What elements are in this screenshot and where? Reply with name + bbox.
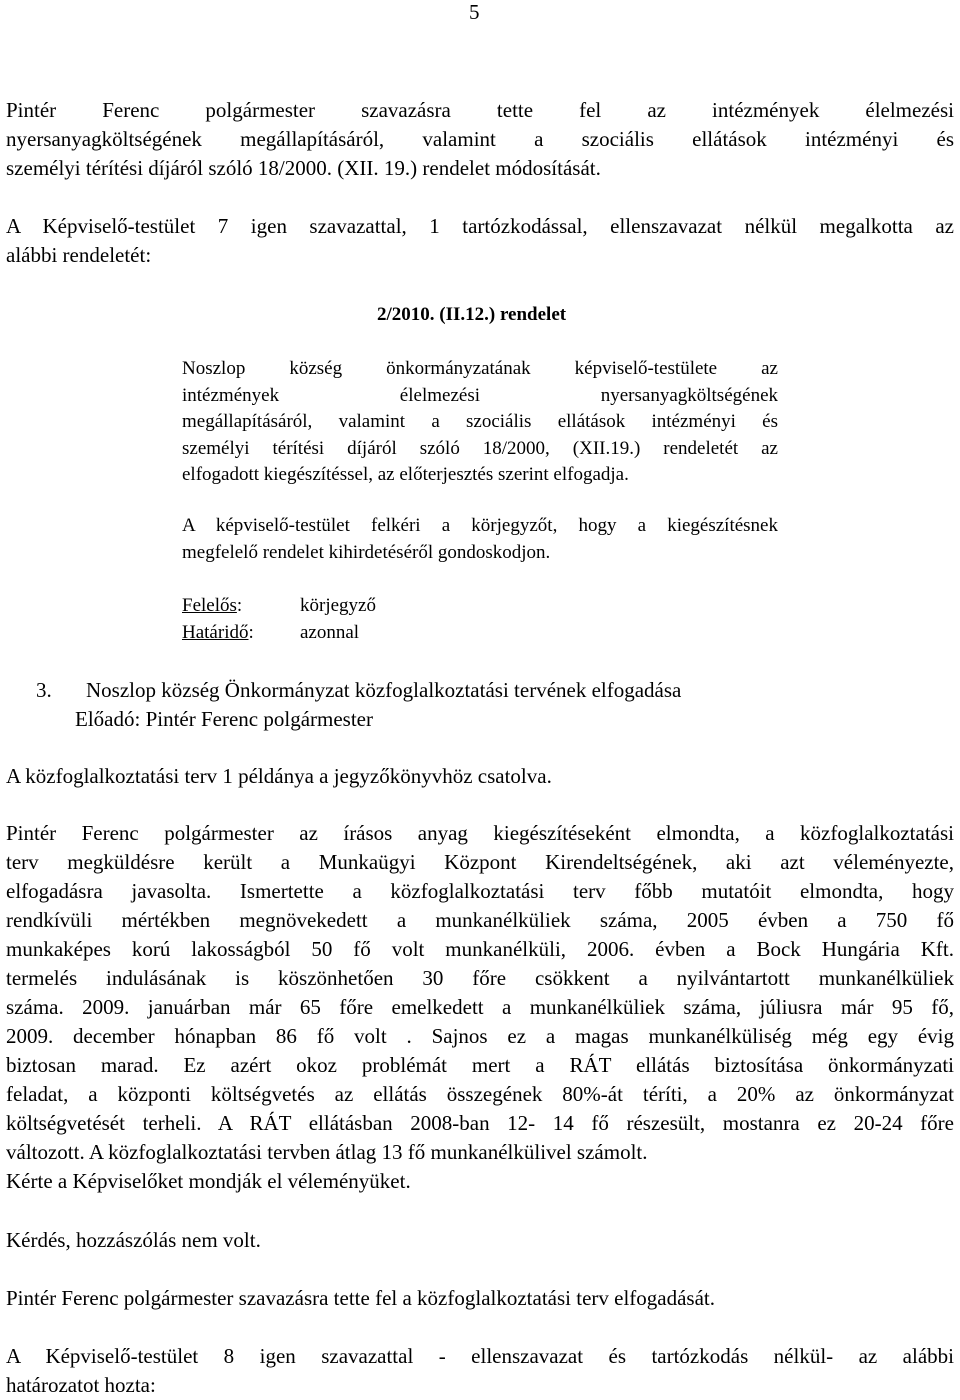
agenda-title: Noszlop község Önkormányzat közfoglalkoztatási tervének elfogadása <box>86 678 682 702</box>
text-line: száma. 2009. januárban már 65 főre emelkedett a munkanélküliek száma, júliusra már 95 fő, <box>6 995 954 1019</box>
page-number: 5 <box>469 0 480 24</box>
paragraph-no-questions <box>6 1226 954 1255</box>
text-line: elfogadott kiegészítéssel, az előterjesztés szerint elfogadja. <box>182 464 629 485</box>
text-line: feladat, a központi költségvetés az ellátás összegének 80%-át téríti, a 20% az önkormányzat <box>6 1082 954 1106</box>
responsible-row <box>182 592 376 619</box>
text-line: Kérdés, hozzászólás nem volt. <box>6 1228 261 1252</box>
decree-request <box>182 513 778 566</box>
text-line: Noszlop község önkormányzatának képviselő-testülete az <box>182 358 778 379</box>
text-line: Pintér Ferenc polgármester szavazásra tette fel az intézmények élelmezési <box>6 98 954 122</box>
text-line: biztosan marad. Ez azért okoz problémát mert a RÁT ellátás biztosítása önkormányzati <box>6 1053 954 1077</box>
responsible-value: körjegyző <box>300 595 376 616</box>
text-line: munkaképes korú lakosságból 50 fő volt munkanélküli, 2006. évben a Bock Hungária Kft. <box>6 937 954 961</box>
decree-title: 2/2010. (II.12.) rendelet <box>377 304 567 325</box>
text-line: A képviselő-testület felkéri a körjegyzőt, hogy a kiegészítésnek <box>182 515 778 536</box>
text-line: 2009. december hónapban 86 fő volt . Sajnos ez a magas munkanélküliség még egy évig <box>6 1024 954 1048</box>
agenda-presenter: Előadó: Pintér Ferenc polgármester <box>75 707 373 731</box>
text-line: megfelelő rendelet kihirdetéséről gondoskodjon. <box>182 541 551 563</box>
deadline-label: Határidő: <box>182 622 254 643</box>
text-line: termelés indulásának is köszönhetően 30 főre csökkent a nyilvántartott munkanélküliek <box>6 966 954 990</box>
text-line: személyi térítési díjáról szóló 18/2000, (XII.19.) rendeletét az <box>182 437 778 459</box>
paragraph-mayor-report <box>6 819 954 1196</box>
text-line: intézmények élelmezési nyersanyagköltségének <box>182 384 778 406</box>
text-line: elfogadásra javasolta. Ismertette a közfoglalkoztatási terv főbb mutatóit elmondta, hogy <box>6 879 954 903</box>
paragraph-vote-plan <box>6 1284 954 1313</box>
deadline-value: azonnal <box>300 622 360 643</box>
paragraph-vote-proposal <box>6 96 954 183</box>
agenda-item <box>30 676 681 734</box>
text-line: költségvetését terheli. A RÁT ellátásban 2008-ban 12- 14 fő részesült, mostanra ez 20-24 főre <box>6 1111 954 1135</box>
text-line: határozatot hozta: <box>6 1373 156 1397</box>
decree-body <box>182 356 778 489</box>
paragraph-council-decision <box>6 212 954 270</box>
responsible-label: Felelős: <box>182 595 243 616</box>
text-line: változott. A közfoglalkoztatási tervben átlag 13 fő munkanélkülivel számolt. <box>6 1140 648 1164</box>
deadline-row <box>182 619 376 646</box>
text-line: megállapításáról, valamint a szociális ellátások intézményi és <box>182 411 778 432</box>
text-line: Pintér Ferenc polgármester az írásos anyag kiegészítéseként elmondta, a közfoglalkoztatási <box>6 821 954 845</box>
agenda-number: 3. <box>36 678 52 702</box>
text-line: A közfoglalkoztatási terv 1 példánya a jegyzőkönyvhöz csatolva. <box>6 764 552 788</box>
text-line: személyi térítési díjáról szóló 18/2000. (XII. 19.) rendelet módosítását. <box>6 156 601 180</box>
text-line: Kérte a Képviselőket mondják el véleményüket. <box>6 1169 411 1193</box>
text-line: terv megküldésre került a Munkaügyi Központ Kirendeltségének, aki azt véleményezte, <box>6 850 954 874</box>
text-line: A Képviselő-testület 8 igen szavazattal - ellenszavazat és tartózkodás nélkül- az alábbi <box>6 1344 954 1368</box>
text-line: alábbi rendeletét: <box>6 243 152 267</box>
agenda-heading <box>30 676 681 705</box>
text-line: A Képviselő-testület 7 igen szavazattal, 1 tartózkodással, ellenszavazat nélkül megalkotta az <box>6 214 954 238</box>
text-line: Pintér Ferenc polgármester szavazásra tette fel a közfoglalkoztatási terv elfogadását. <box>6 1286 716 1310</box>
text-line: nyersanyagköltségének megállapításáról, valamint a szociális ellátások intézményi és <box>6 127 954 151</box>
responsibility-block <box>182 592 376 646</box>
paragraph-attachment-note <box>6 762 954 791</box>
text-line: rendkívüli mértékben megnövekedett a munkanélküliek száma, 2005 évben a 750 fő <box>6 908 954 932</box>
paragraph-council-resolution <box>6 1342 954 1400</box>
